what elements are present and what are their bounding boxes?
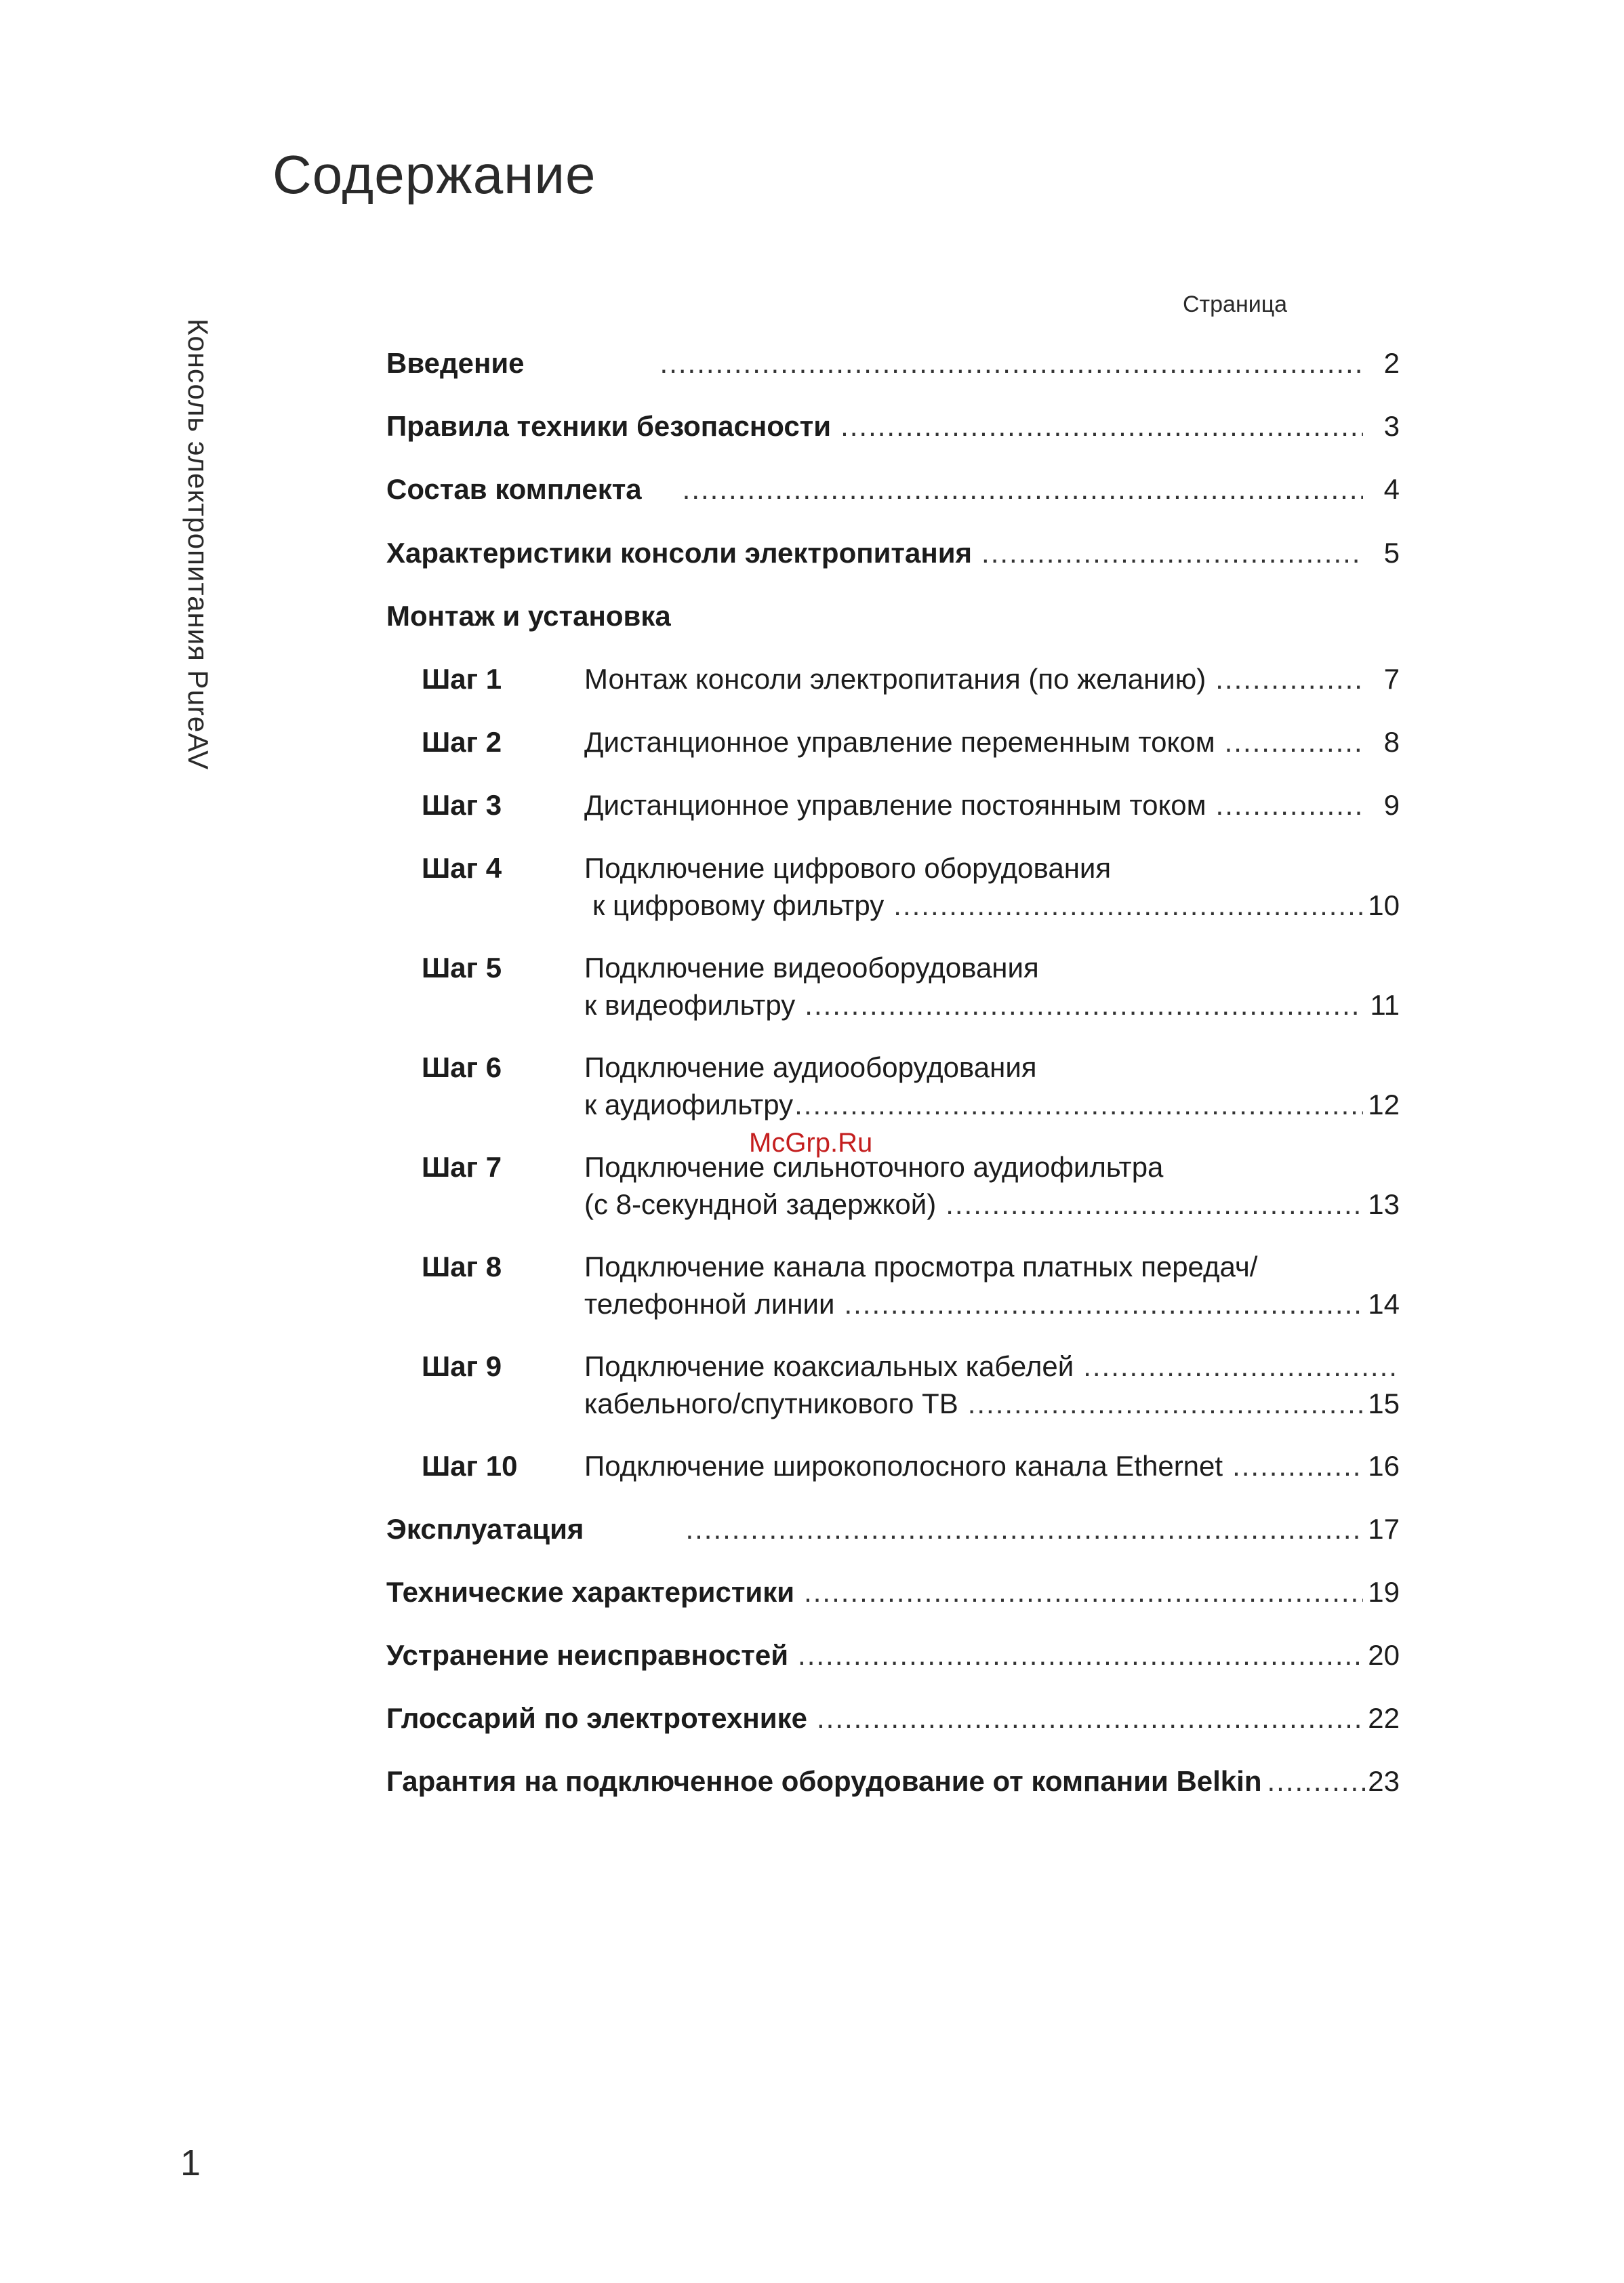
step-label: Шаг 10 (422, 1450, 518, 1482)
toc-page-number: 14 (1368, 1288, 1400, 1320)
toc-page-number: 20 (1368, 1639, 1400, 1671)
step-title: Подключение аудиооборудования (584, 1051, 1037, 1083)
toc-entry-label: Введение (386, 347, 525, 379)
toc-step-1[interactable] (422, 663, 1400, 705)
leader-dots (804, 1576, 1363, 1609)
toc-page-number: 15 (1368, 1388, 1400, 1419)
side-running-title (171, 319, 218, 834)
step-title: Дистанционное управление постоянным током (584, 789, 1206, 821)
toc-page-number: 7 (1383, 663, 1400, 695)
toc-step-7-line2[interactable] (584, 1188, 1400, 1230)
leader-dots (1232, 1450, 1363, 1482)
toc-page-number: 23 (1368, 1765, 1400, 1797)
toc-entry-specs[interactable] (386, 1576, 1400, 1618)
toc-entry-features[interactable] (386, 537, 1400, 579)
step-title: Подключение сильноточного аудиофильтра (584, 1151, 1164, 1183)
leader-dots (1215, 663, 1363, 695)
leader-dots (1083, 1350, 1400, 1383)
step-label: Шаг 1 (422, 663, 502, 695)
page-number: 1 (180, 2143, 201, 2183)
toc-page-number: 2 (1383, 347, 1400, 379)
step-label: Шаг 6 (422, 1051, 502, 1083)
side-running-title-text: Консоль электропитания PureAV (182, 319, 214, 771)
step-title: Подключение широкополосного канала Ethernet (584, 1450, 1223, 1482)
leader-dots (660, 347, 1363, 380)
toc-step-4-line2[interactable] (592, 889, 1400, 931)
leader-dots (798, 1639, 1363, 1672)
toc-entry-label: Монтаж и установка (386, 600, 671, 632)
page-title: Содержание (272, 144, 596, 205)
step-label: Шаг 8 (422, 1251, 502, 1282)
step-title: Дистанционное управление переменным током (584, 726, 1215, 758)
step-title-continuation: к цифровому фильтру (592, 889, 885, 921)
leader-dots (946, 1188, 1363, 1221)
toc-entry-troubleshooting[interactable] (386, 1639, 1400, 1681)
toc-entry-installation[interactable] (386, 600, 1400, 642)
step-title-continuation: телефонной линии (584, 1288, 835, 1320)
toc-page-number: 9 (1383, 789, 1400, 821)
step-title: Монтаж консоли электропитания (по желанию) (584, 663, 1206, 695)
toc-step-10[interactable] (422, 1450, 1400, 1492)
page-column-header: Страница (1183, 291, 1288, 317)
toc-step-8-line2[interactable] (584, 1288, 1400, 1330)
toc-entry-label: Состав комплекта (386, 473, 642, 505)
toc-entry-safety[interactable] (386, 410, 1400, 452)
toc-entry-label: Устранение неисправностей (386, 1639, 789, 1671)
toc-entry-label: Правила техники безопасности (386, 410, 832, 442)
toc-entry-label: Эксплуатация (386, 1513, 584, 1545)
toc-page-number: 17 (1368, 1513, 1400, 1545)
toc-entry-label: Характеристики консоли электропитания (386, 537, 973, 569)
toc-page-number: 16 (1368, 1450, 1400, 1482)
toc-step-2[interactable] (422, 726, 1400, 768)
step-title-continuation: (с 8-секундной задержкой) (584, 1188, 937, 1220)
toc-step-7[interactable] (422, 1151, 1400, 1193)
toc-step-4[interactable] (422, 852, 1400, 894)
leader-dots (805, 989, 1363, 1022)
step-title: Подключение коаксиальных кабелей (584, 1350, 1074, 1382)
toc-step-5[interactable] (422, 952, 1400, 994)
leader-dots (685, 1513, 1363, 1545)
leader-dots (844, 1288, 1363, 1320)
step-label: Шаг 2 (422, 726, 502, 758)
toc-step-5-line2[interactable] (584, 989, 1400, 1031)
watermark: McGrp.Ru (749, 1128, 873, 1158)
toc-page-number: 5 (1383, 537, 1400, 569)
step-title: Подключение канала просмотра платных передач/ (584, 1251, 1258, 1282)
step-title: Подключение цифрового оборудования (584, 852, 1112, 884)
toc-entry-label: Гарантия на подключенное оборудование от компании Belkin (386, 1765, 1262, 1797)
toc-step-9-line2[interactable] (584, 1388, 1400, 1430)
toc-step-8[interactable] (422, 1251, 1400, 1293)
toc-page-number: 22 (1368, 1702, 1400, 1734)
step-title-continuation: к видеофильтру (584, 989, 796, 1021)
toc-page-number: 19 (1368, 1576, 1400, 1608)
step-label: Шаг 3 (422, 789, 502, 821)
toc-page-number: 8 (1383, 726, 1400, 758)
toc-step-9[interactable] (422, 1350, 1400, 1392)
leader-dots (1216, 789, 1363, 822)
step-label: Шаг 9 (422, 1350, 502, 1382)
toc-page-number: 4 (1383, 473, 1400, 505)
leader-dots (794, 1089, 1363, 1121)
leader-dots (981, 537, 1363, 569)
toc-entry-label: Глоссарий по электротехнике (386, 1702, 807, 1734)
step-title: Подключение видеооборудования (584, 952, 1039, 984)
leader-dots (968, 1388, 1363, 1420)
toc-page-number: 11 (1370, 989, 1400, 1021)
toc-entry-operation[interactable] (386, 1513, 1400, 1555)
leader-dots (1267, 1765, 1367, 1798)
leader-dots (817, 1702, 1363, 1735)
step-title-continuation: кабельного/спутникового ТВ (584, 1388, 958, 1419)
leader-dots (683, 473, 1363, 506)
toc-entry-package[interactable] (386, 473, 1400, 515)
toc-page-number: 3 (1383, 410, 1400, 442)
step-label: Шаг 7 (422, 1151, 502, 1183)
toc-entry-intro[interactable] (386, 347, 1400, 389)
toc-page-number: 13 (1368, 1188, 1400, 1220)
leader-dots (893, 889, 1363, 922)
toc-step-6[interactable] (422, 1051, 1400, 1093)
toc-entry-warranty[interactable] (386, 1765, 1400, 1807)
leader-dots (1225, 726, 1363, 759)
toc-page-number: 10 (1368, 889, 1400, 921)
toc-step-6-line2[interactable] (584, 1089, 1400, 1131)
toc-step-3[interactable] (422, 789, 1400, 831)
leader-dots (840, 410, 1363, 443)
step-label: Шаг 4 (422, 852, 502, 884)
toc-entry-label: Технические характеристики (386, 1576, 795, 1608)
step-title-continuation: к аудиофильтру (584, 1089, 794, 1120)
step-label: Шаг 5 (422, 952, 502, 984)
toc-page-number: 12 (1368, 1089, 1400, 1120)
toc-entry-glossary[interactable] (386, 1702, 1400, 1744)
